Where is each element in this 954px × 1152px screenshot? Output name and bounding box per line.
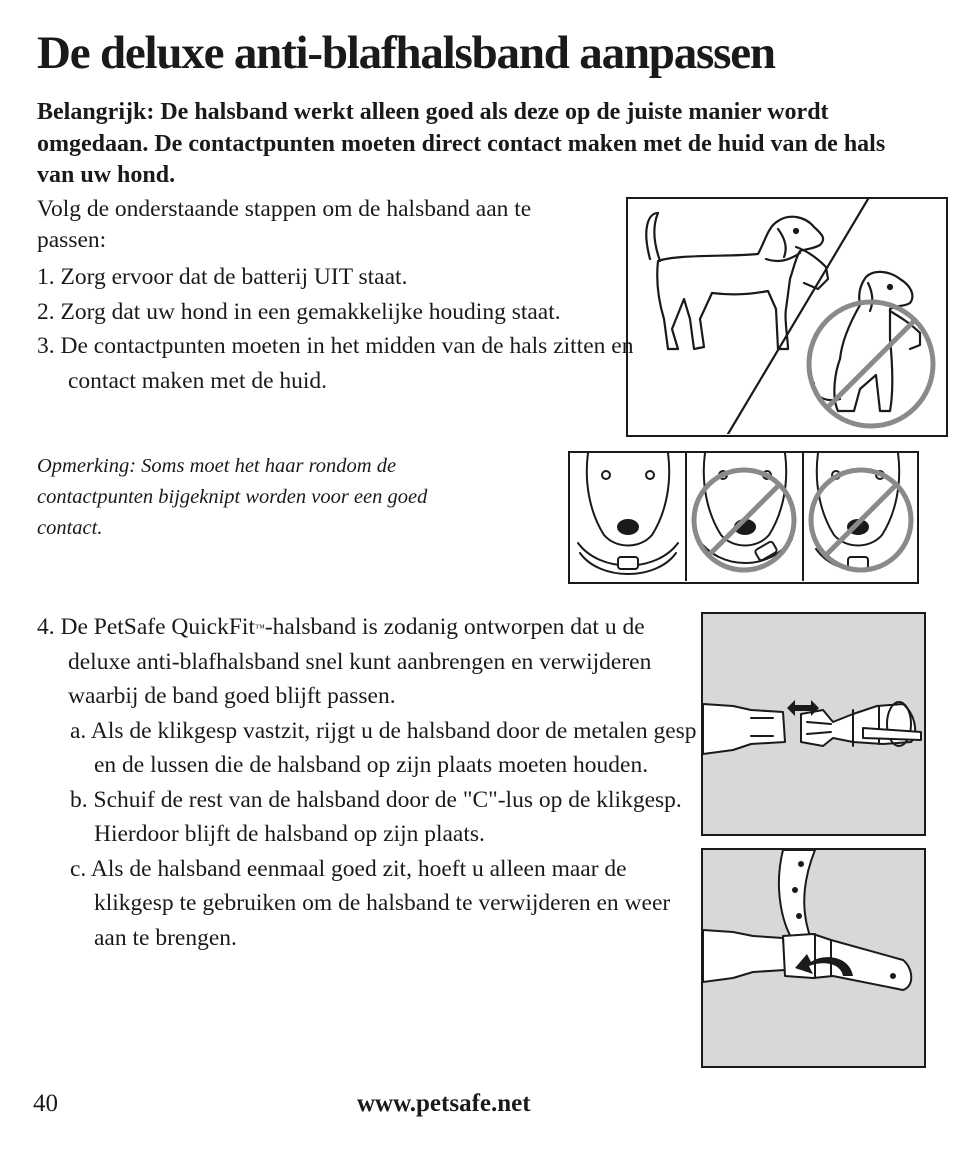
dog-posture-illustration — [626, 197, 948, 437]
buckle-c-loop-illustration — [701, 848, 926, 1068]
step-4-prefix: 4. De PetSafe QuickFit — [37, 614, 255, 640]
collar-position-drawing — [570, 453, 916, 581]
step-4a: a. Als de klikgesp vastzit, rijgt u de halsband door de metalen gesp en de lussen die de halsband op zijn plaats moeten houden. — [70, 717, 697, 778]
footer-url: www.petsafe.net — [357, 1090, 531, 1117]
steps-list — [37, 260, 637, 398]
intro-text: Volg de onderstaande stappen om de halsband aan te passen: — [37, 196, 532, 253]
trademark-symbol: ™ — [255, 623, 265, 634]
step-3: 3. De contactpunten moeten in het midden van de hals zitten en contact maken met de huid. — [37, 333, 634, 394]
step-4c: c. Als de halsband eenmaal goed zit, hoeft u alleen maar de klikgesp te gebruiken om de halsband te verwijderen en weer aan te brengen. — [70, 855, 671, 951]
important-notice: Belangrijk: De halsband werkt alleen goed als deze op de juiste manier wordt omgedaan. De contactpunten moeten direct contact maken met de huid van de hals van uw hond. — [37, 99, 886, 188]
buckle-c-loop-drawing — [703, 850, 923, 1065]
buckle-open-drawing — [703, 614, 923, 833]
buckle-open-illustration — [701, 612, 926, 836]
step-4 — [37, 610, 697, 955]
collar-position-illustration — [568, 451, 919, 584]
page-title: De deluxe anti-blafhalsband aanpassen — [37, 27, 775, 79]
step-4-intro — [37, 610, 697, 714]
step-4b: b. Schuif de rest van de halsband door de "C"-lus op de klikgesp. Hierdoor blijft de halsband op zijn plaats. — [70, 786, 682, 847]
step-4-suffix: -halsband is zodanig ontworpen dat u de deluxe anti-blafhalsband snel kunt aanbrengen en verwijderen waarbij de band goed blijft passen. — [68, 614, 652, 709]
dog-posture-drawing — [628, 199, 945, 434]
note-text: Opmerking: Soms moet het haar rondom de contactpunten bijgeknipt worden voor een goed contact. — [37, 455, 428, 539]
step-2: 2. Zorg dat uw hond in een gemakkelijke houding staat. — [37, 298, 561, 325]
page-number: 40 — [33, 1090, 58, 1117]
step-1: 1. Zorg ervoor dat de batterij UIT staat. — [37, 264, 408, 290]
